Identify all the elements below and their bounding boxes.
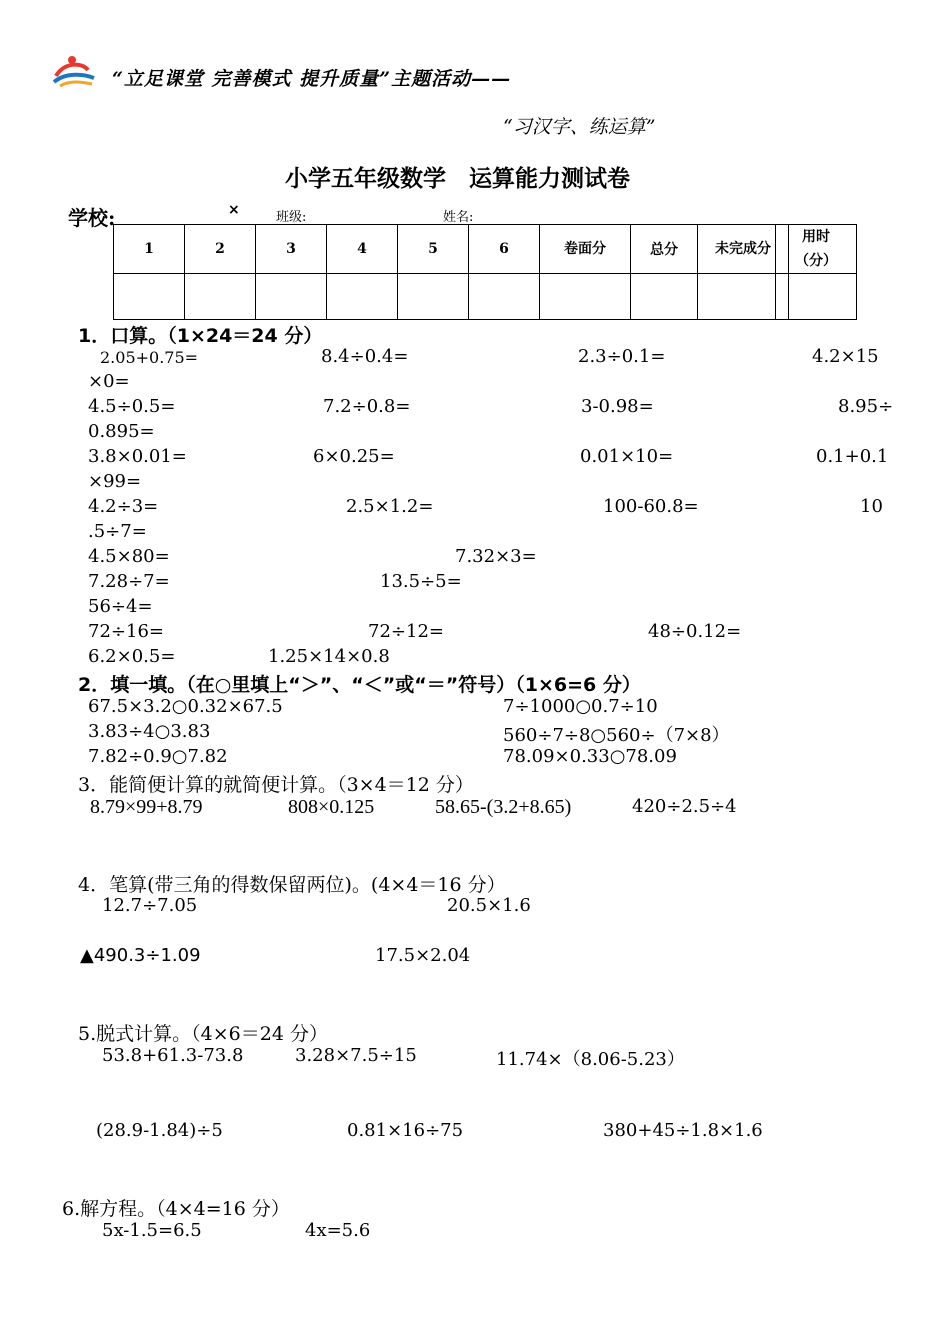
- name-label: 姓名:: [443, 210, 474, 225]
- score-table: [113, 224, 789, 320]
- score-cell: [469, 274, 540, 320]
- score-cell: [398, 274, 469, 320]
- section4-title: 4．笔算(带三角的得数保留两位)。(4×4＝16 分）: [78, 874, 506, 896]
- oral-item: 7.32×3=: [455, 546, 537, 567]
- stepwise-item: 380+45÷1.8×1.6: [603, 1120, 763, 1141]
- cross-mark: ×: [228, 202, 240, 218]
- compare-item: 78.09×0.33○78.09: [503, 746, 677, 767]
- score-cell: [185, 274, 256, 320]
- stepwise-item: (28.9-1.84)÷5: [96, 1120, 223, 1141]
- oral-item: 48÷0.12=: [648, 621, 742, 642]
- stepwise-item: 0.81×16÷75: [347, 1120, 464, 1141]
- section2-title: 2．填一填。（在○里填上“＞”、“＜”或“＝”符号）（1×6=6 分）: [78, 674, 641, 696]
- compare-item: 560÷7÷8○560÷（7×8）: [503, 725, 730, 746]
- oral-item: 4.5÷0.5=: [88, 396, 176, 417]
- oral-item: 0.895=: [88, 421, 155, 442]
- oral-item: 2.05+0.75=: [100, 348, 199, 367]
- score-header-unfinished: 未完成分: [698, 225, 789, 274]
- score-header-1: 1: [114, 225, 185, 274]
- written-item: 12.7÷7.05: [102, 895, 198, 916]
- score-cell: [631, 274, 698, 320]
- score-cell: [114, 274, 185, 320]
- oral-item: 13.5÷5=: [380, 571, 462, 592]
- oral-item: 4.2÷3=: [88, 496, 159, 517]
- simplify-item: 808×0.125: [288, 796, 375, 818]
- oral-item: 8.95÷: [838, 396, 894, 417]
- compare-item: 7.82÷0.9○7.82: [88, 746, 228, 767]
- stepwise-item: 11.74×（8.06-5.23）: [496, 1049, 685, 1070]
- oral-item: 10: [860, 496, 883, 517]
- score-header-2: 2: [185, 225, 256, 274]
- equation-item: 5x-1.5=6.5: [102, 1220, 202, 1241]
- simplify-item: 58.65-(3.2+8.65): [435, 796, 572, 818]
- time-cell: [776, 274, 857, 320]
- activity-title: “立足课堂 完善模式 提升质量”主题活动——: [112, 68, 512, 90]
- compare-item: 67.5×3.2○0.32×67.5: [88, 696, 283, 717]
- time-header: 用时（分）: [776, 225, 857, 274]
- oral-item: 1.25×14×0.8: [268, 646, 390, 667]
- score-cell: [327, 274, 398, 320]
- oral-item: 100-60.8=: [603, 496, 699, 517]
- oral-item: 8.4÷0.4=: [321, 346, 409, 367]
- oral-item: ×99=: [88, 471, 142, 492]
- activity-subtitle: “习汉字、练运算”: [503, 116, 656, 138]
- score-header-6: 6: [469, 225, 540, 274]
- score-header-total: 总分: [631, 225, 698, 274]
- class-label: 班级:: [276, 210, 307, 225]
- oral-item: 56÷4=: [88, 596, 153, 617]
- oral-item: 4.5×80=: [88, 546, 170, 567]
- oral-item: 72÷16=: [88, 621, 164, 642]
- written-item-triangle: ▲490.3÷1.09: [80, 945, 201, 966]
- score-cell: [256, 274, 327, 320]
- written-item: 17.5×2.04: [375, 945, 471, 966]
- swoosh-logo-icon: [52, 52, 96, 88]
- oral-item: 2.3÷0.1=: [578, 346, 666, 367]
- stepwise-item: 3.28×7.5÷15: [295, 1045, 417, 1066]
- oral-item: 6×0.25=: [313, 446, 395, 467]
- oral-item: 72÷12=: [368, 621, 444, 642]
- score-cell: [540, 274, 631, 320]
- oral-item: 2.5×1.2=: [346, 496, 434, 517]
- equation-item: 4x=5.6: [305, 1220, 371, 1241]
- score-header-4: 4: [327, 225, 398, 274]
- score-header-neatness: 卷面分: [540, 225, 631, 274]
- compare-item: 7÷1000○0.7÷10: [503, 696, 658, 717]
- stepwise-item: 53.8+61.3-73.8: [102, 1045, 244, 1066]
- score-header-5: 5: [398, 225, 469, 274]
- section6-title: 6.解方程。（4×4=16 分）: [62, 1198, 290, 1220]
- score-header-3: 3: [256, 225, 327, 274]
- section5-title: 5.脱式计算。（4×6＝24 分）: [78, 1023, 328, 1045]
- section3-title: 3．能简便计算的就简便计算。（3×4＝12 分）: [78, 774, 474, 796]
- oral-item: 4.2×15: [812, 346, 879, 367]
- simplify-item: 8.79×99+8.79: [90, 796, 203, 818]
- oral-item: 7.28÷7=: [88, 571, 170, 592]
- section1-title: 1．口算。（1×24＝24 分）: [78, 325, 323, 347]
- oral-item: .5÷7=: [88, 521, 147, 542]
- oral-item: 0.1+0.1: [816, 446, 889, 467]
- oral-item: ×0=: [88, 371, 130, 392]
- oral-item: 3.8×0.01=: [88, 446, 187, 467]
- compare-item: 3.83÷4○3.83: [88, 721, 211, 742]
- exam-title: 小学五年级数学 运算能力测试卷: [285, 166, 630, 192]
- time-table: [775, 224, 857, 320]
- written-item: 20.5×1.6: [447, 895, 531, 916]
- school-label: 学校:: [68, 206, 116, 230]
- oral-item: 3-0.98=: [581, 396, 654, 417]
- simplify-item: 420÷2.5÷4: [632, 796, 737, 817]
- oral-item: 6.2×0.5=: [88, 646, 176, 667]
- oral-item: 0.01×10=: [580, 446, 674, 467]
- oral-item: 7.2÷0.8=: [323, 396, 411, 417]
